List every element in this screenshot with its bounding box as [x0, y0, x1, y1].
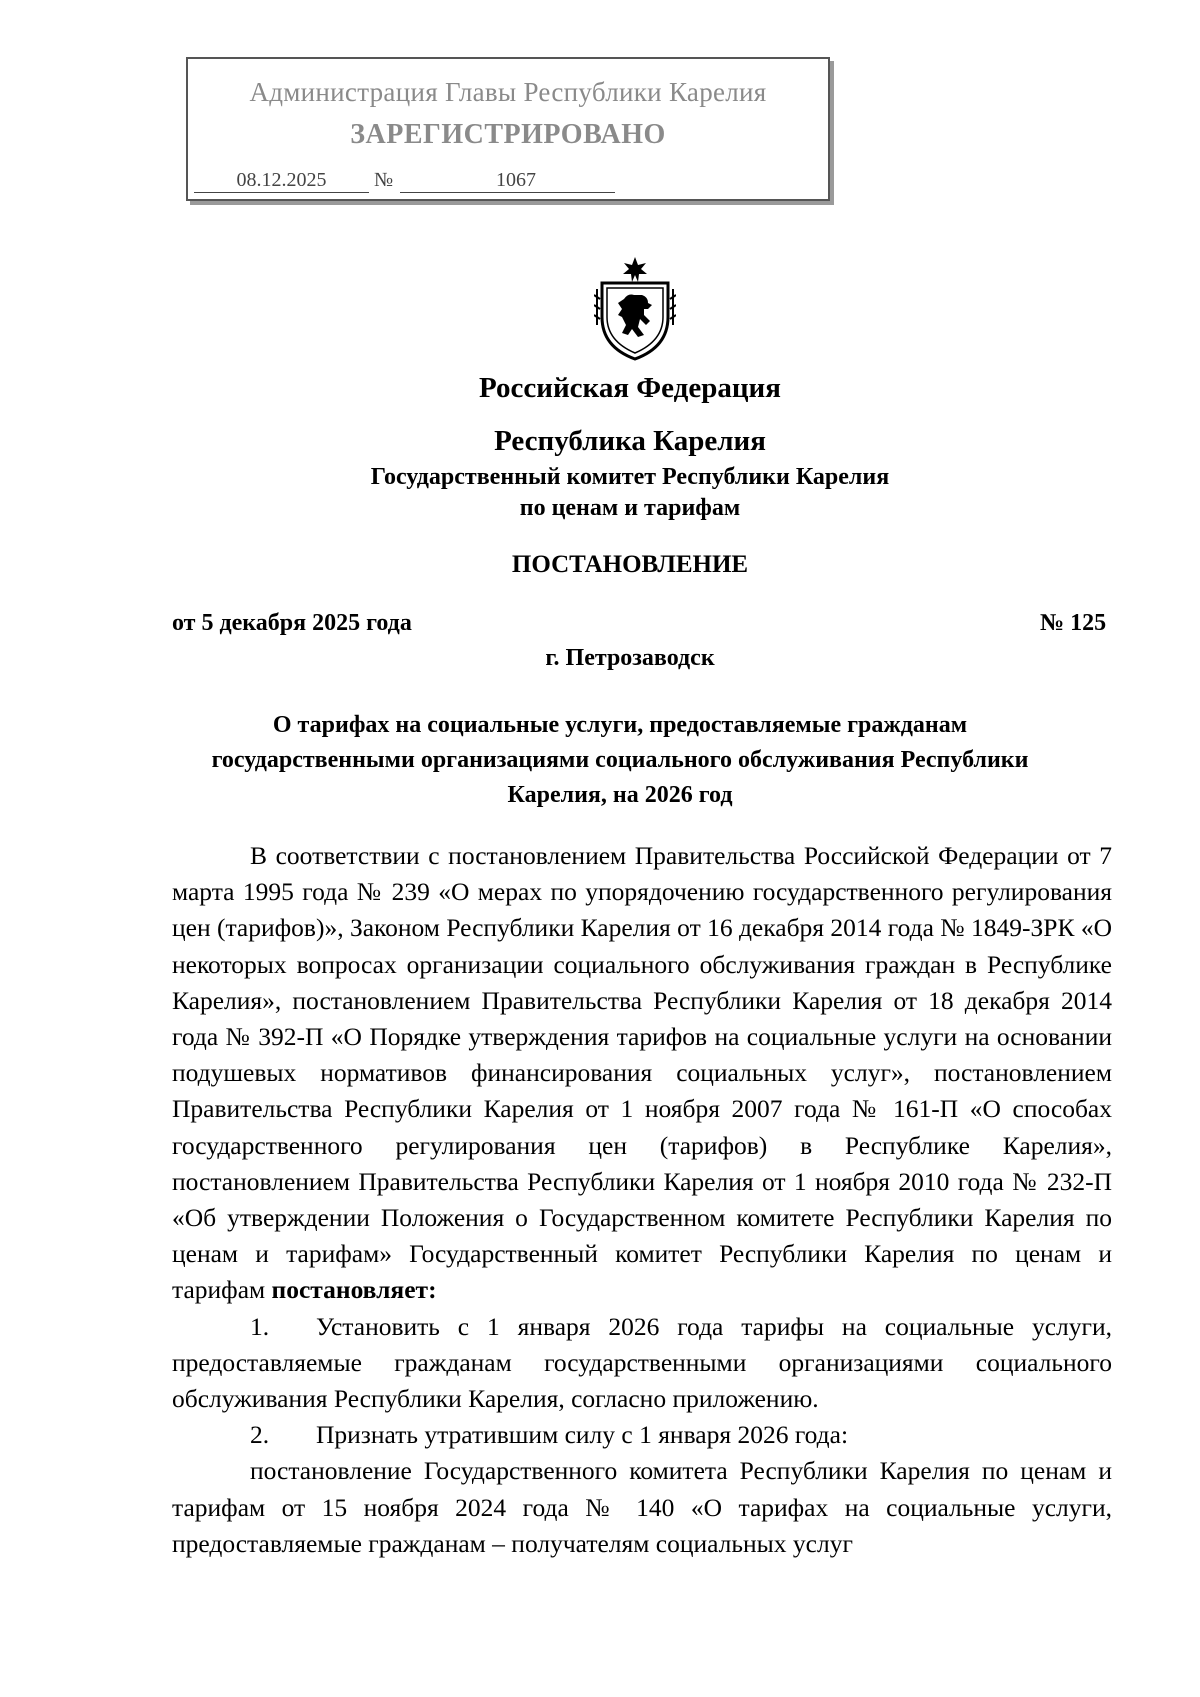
- preamble-paragraph: [172, 838, 1112, 1309]
- document-city: г. Петрозаводск: [545, 645, 715, 671]
- document-type: ПОСТАНОВЛЕНИЕ: [511, 551, 749, 578]
- item-2-number: 2.: [250, 1420, 270, 1450]
- document-title: [130, 708, 1110, 813]
- item-2-subparagraph: постановление Государственного комитета Республики Карелия по ценам и тарифам от 15 ноября 2024 года № 140 «О тарифах на социальные услуги, предоставляемые гражданам – получателям социальных услуг: [172, 1456, 1112, 1558]
- title-line3: Карелия, на 2026 год: [507, 782, 733, 808]
- item-2-text: Признать утратившим силу с 1 января 2026 года:: [316, 1420, 849, 1450]
- stamp-number-sign: №: [374, 169, 394, 191]
- stamp-status: ЗАРЕГИСТРИРОВАНО: [350, 119, 666, 150]
- registration-stamp: [186, 57, 830, 201]
- header-committee-line1: Государственный комитет Республики Карелия: [370, 464, 890, 490]
- item-1: [172, 1309, 1112, 1418]
- title-line1: О тарифах на социальные услуги, предоставляемые гражданам: [272, 712, 968, 738]
- header-republic: Республика Карелия: [494, 425, 766, 457]
- preamble-text: В соответствии с постановлением Правительства Российской Федерации от 7 марта 1995 года № 239 «О мерах по упорядочению государственного регулирования цен (тарифов)», Законом Республики Карелия от 16 декабря 2014 года № 1849-ЗРК «О некоторых вопросах организации социального обслуживания граждан в Республике Карелия», постановлением Правительства Республики Карелия от 18 декабря 2014 года № 392-П «О Порядке утверждения тарифов на социальные услуги на основании подушевых нормативов финансирования социальных услуг», постановлением Правительства Республики Карелия от 1 ноября 2007 года № 161-П «О способах государственного регулирования цен (тарифов) в Республике Карелия», постановлением Правительства Республики Карелия от 1 ноября 2010 года № 232-П «Об утверждении Положения о Государственном комитете Республики Карелия по ценам и тарифам» Государственный комитет Республики Карелия по ценам и тарифам: [172, 841, 1112, 1305]
- stamp-reg-date: 08.12.2025: [194, 169, 369, 193]
- document-body: [172, 838, 1112, 1562]
- document-number: № 125: [1040, 610, 1107, 636]
- title-line2: государственными организациями социального обслуживания Республики: [211, 747, 1029, 773]
- header-committee-line2: по ценам и тарифам: [519, 495, 741, 521]
- item-1-text: Установить с 1 января 2026 года тарифы на социальные услуги, предоставляемые гражданам государственными организациями социального обслуживания Республики Карелия, согласно приложению.: [172, 1311, 1112, 1414]
- header-federation: Российская Федерация: [479, 372, 781, 404]
- item-1-number: 1.: [250, 1311, 270, 1341]
- item-2: [172, 1417, 1112, 1453]
- stamp-reg-number: 1067: [400, 169, 615, 193]
- stamp-authority: Администрация Главы Республики Карелия: [249, 77, 767, 107]
- coat-of-arms-icon: [594, 255, 676, 363]
- decides-keyword: постановляет:: [271, 1275, 437, 1305]
- stamp-registration-line: [194, 169, 614, 197]
- document-date: от 5 декабря 2025 года: [172, 610, 412, 636]
